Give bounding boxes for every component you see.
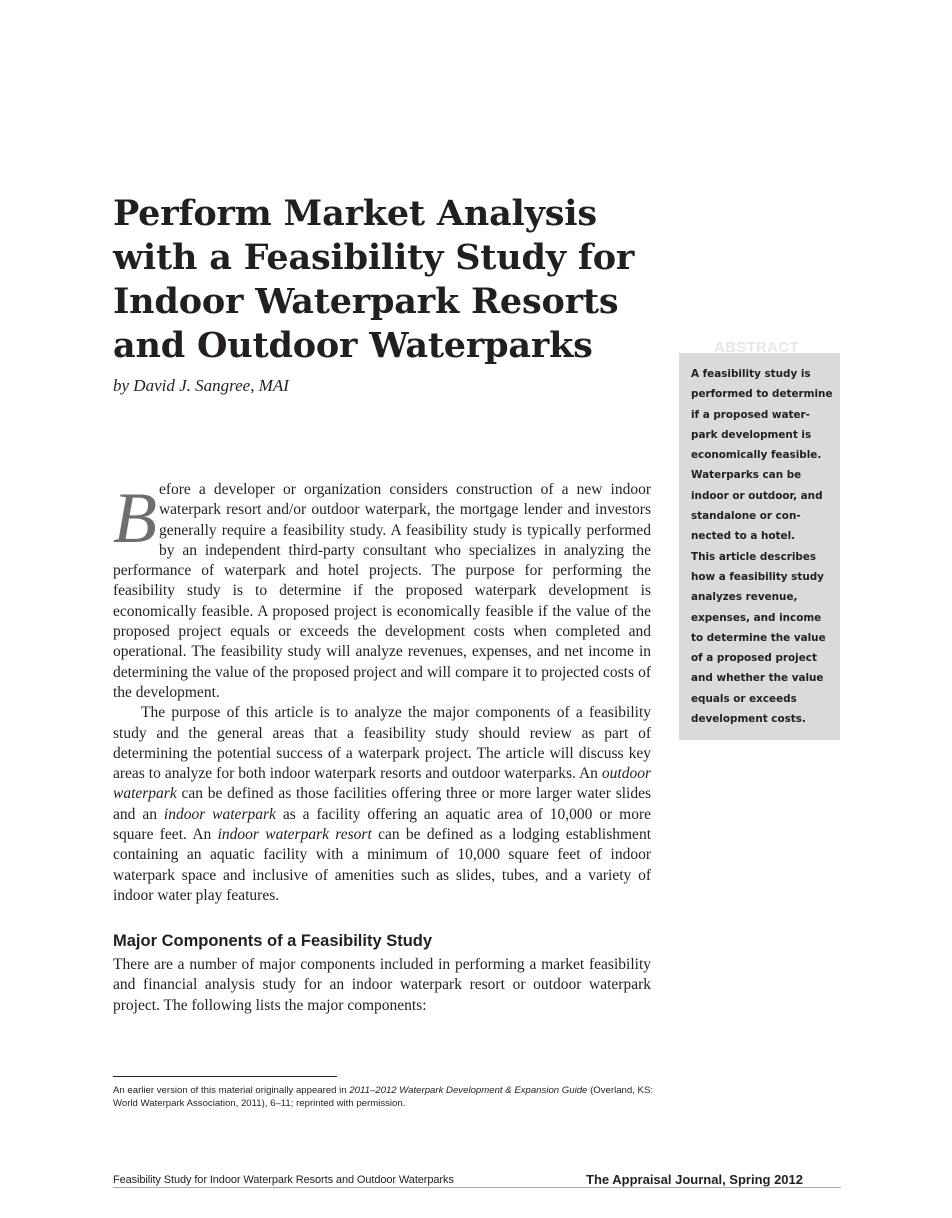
intro-text [113, 440, 651, 906]
abstract-line: if a proposed water- [691, 408, 810, 421]
drop-cap: B [113, 478, 157, 558]
footnote-text-b: (Overland, KS: World Waterpark Association, 2011), 6–11; reprinted with permission. [113, 1085, 654, 1109]
title-line: Perform Market Analysis [113, 193, 597, 234]
abstract-line: park development is [691, 428, 812, 441]
abstract-line: of a proposed project [691, 652, 817, 665]
term-outdoor-waterpark: outdoor waterpark [113, 765, 651, 803]
section-heading: Major Components of a Feasibility Study [113, 932, 433, 950]
title-line: with a Feasibility Study for [113, 237, 635, 278]
paragraph-2-text-d: can be defined as a lodging establishment containing an aquatic facility with a minimum of 10,000 square feet of indoor waterpark space and inclusive of amenities such as slides, tubes, and a variety of indoor water play features. [113, 826, 651, 904]
abstract-line: expenses, and income [691, 611, 822, 624]
abstract-line: nected to a hotel. [691, 530, 796, 543]
abstract-line: analyzes revenue, [691, 591, 798, 604]
paragraph-2-text-a: The purpose of this article is to analyze the major components of a feasibility study and the general areas that a feasibility study should review as part of determining the potential success of a waterpark project. The article will discuss key areas to analyze for both indoor waterpark resorts and outdoor waterparks. An [113, 704, 651, 783]
abstract-line: equals or exceeds [691, 692, 797, 705]
footnote [113, 1084, 653, 1110]
article-title [113, 192, 673, 368]
section-body [113, 955, 651, 1016]
abstract-line: This article describes [691, 550, 817, 563]
abstract-line: to determine the value [691, 631, 826, 644]
abstract-box [679, 353, 840, 740]
abstract-line: and whether the value [691, 672, 824, 685]
abstract-line: indoor or outdoor, and [691, 489, 823, 502]
paragraph-2-text-b: can be defined as those facilities offering three or more larger water slides and an [113, 785, 651, 823]
term-indoor-waterpark-resort: indoor waterpark resort [217, 826, 372, 844]
abstract-line: Waterparks can be [691, 469, 802, 482]
abstract-line: development costs. [691, 713, 806, 726]
paragraph-2 [113, 703, 651, 906]
paragraph-1 [113, 480, 651, 703]
title-line: Indoor Waterpark Resorts [113, 281, 619, 322]
paragraph-1-text: efore a developer or organization considers construction of a new indoor waterpark resort and/or outdoor waterpark, the mortgage lender and investors generally require a feasibility study. A feasibility study is typically performed by an independent third-party consultant who specializes in analyzing the performance of waterpark and hotel projects. The purpose for performing the feasibility study is to determine if the proposed waterpark development is economically feasible. A proposed project is economically feasible if the value of the proposed project equals or exceeds the development costs when completed and operational. The feasibility study will analyze revenues, expenses, and net income in determining the value of the proposed project and will compare it to projected costs of the development. [113, 481, 651, 701]
paragraph-2-text-c: as a facility offering an aquatic area of 10,000 or more square feet. An [113, 805, 651, 844]
abstract-line: how a feasibility study [691, 570, 824, 583]
journal-citation: The Appraisal Journal, Spring 2012 [586, 1172, 803, 1187]
section-paragraph: There are a number of major components included in performing a market feasibility and financial analysis study for an indoor waterpark resort or outdoor waterpark project. The following lists the major components: [113, 956, 651, 1014]
abstract-line: performed to determine [691, 388, 833, 401]
abstract-line: standalone or con- [691, 510, 801, 523]
footnote-divider [113, 1076, 337, 1077]
footnote-text-a: An earlier version of this material originally appeared in [113, 1085, 350, 1096]
byline: by David J. Sangree, MAI [113, 376, 289, 395]
term-indoor-waterpark: indoor waterpark [163, 805, 276, 823]
footer-divider [113, 1187, 841, 1188]
title-line: and Outdoor Waterparks [113, 325, 593, 366]
running-footer-title: Feasibility Study for Indoor Waterpark Resorts and Outdoor Waterparks [113, 1174, 454, 1186]
abstract-line: economically feasible. [691, 449, 822, 462]
abstract-line: A feasibility study is [691, 368, 811, 380]
footnote-source-title: 2011–2012 Waterpark Development & Expansion Guide [349, 1085, 588, 1096]
drop-cap-spacer [113, 440, 651, 480]
abstract-text [691, 364, 833, 729]
abstract-label: ABSTRACT [714, 339, 799, 356]
